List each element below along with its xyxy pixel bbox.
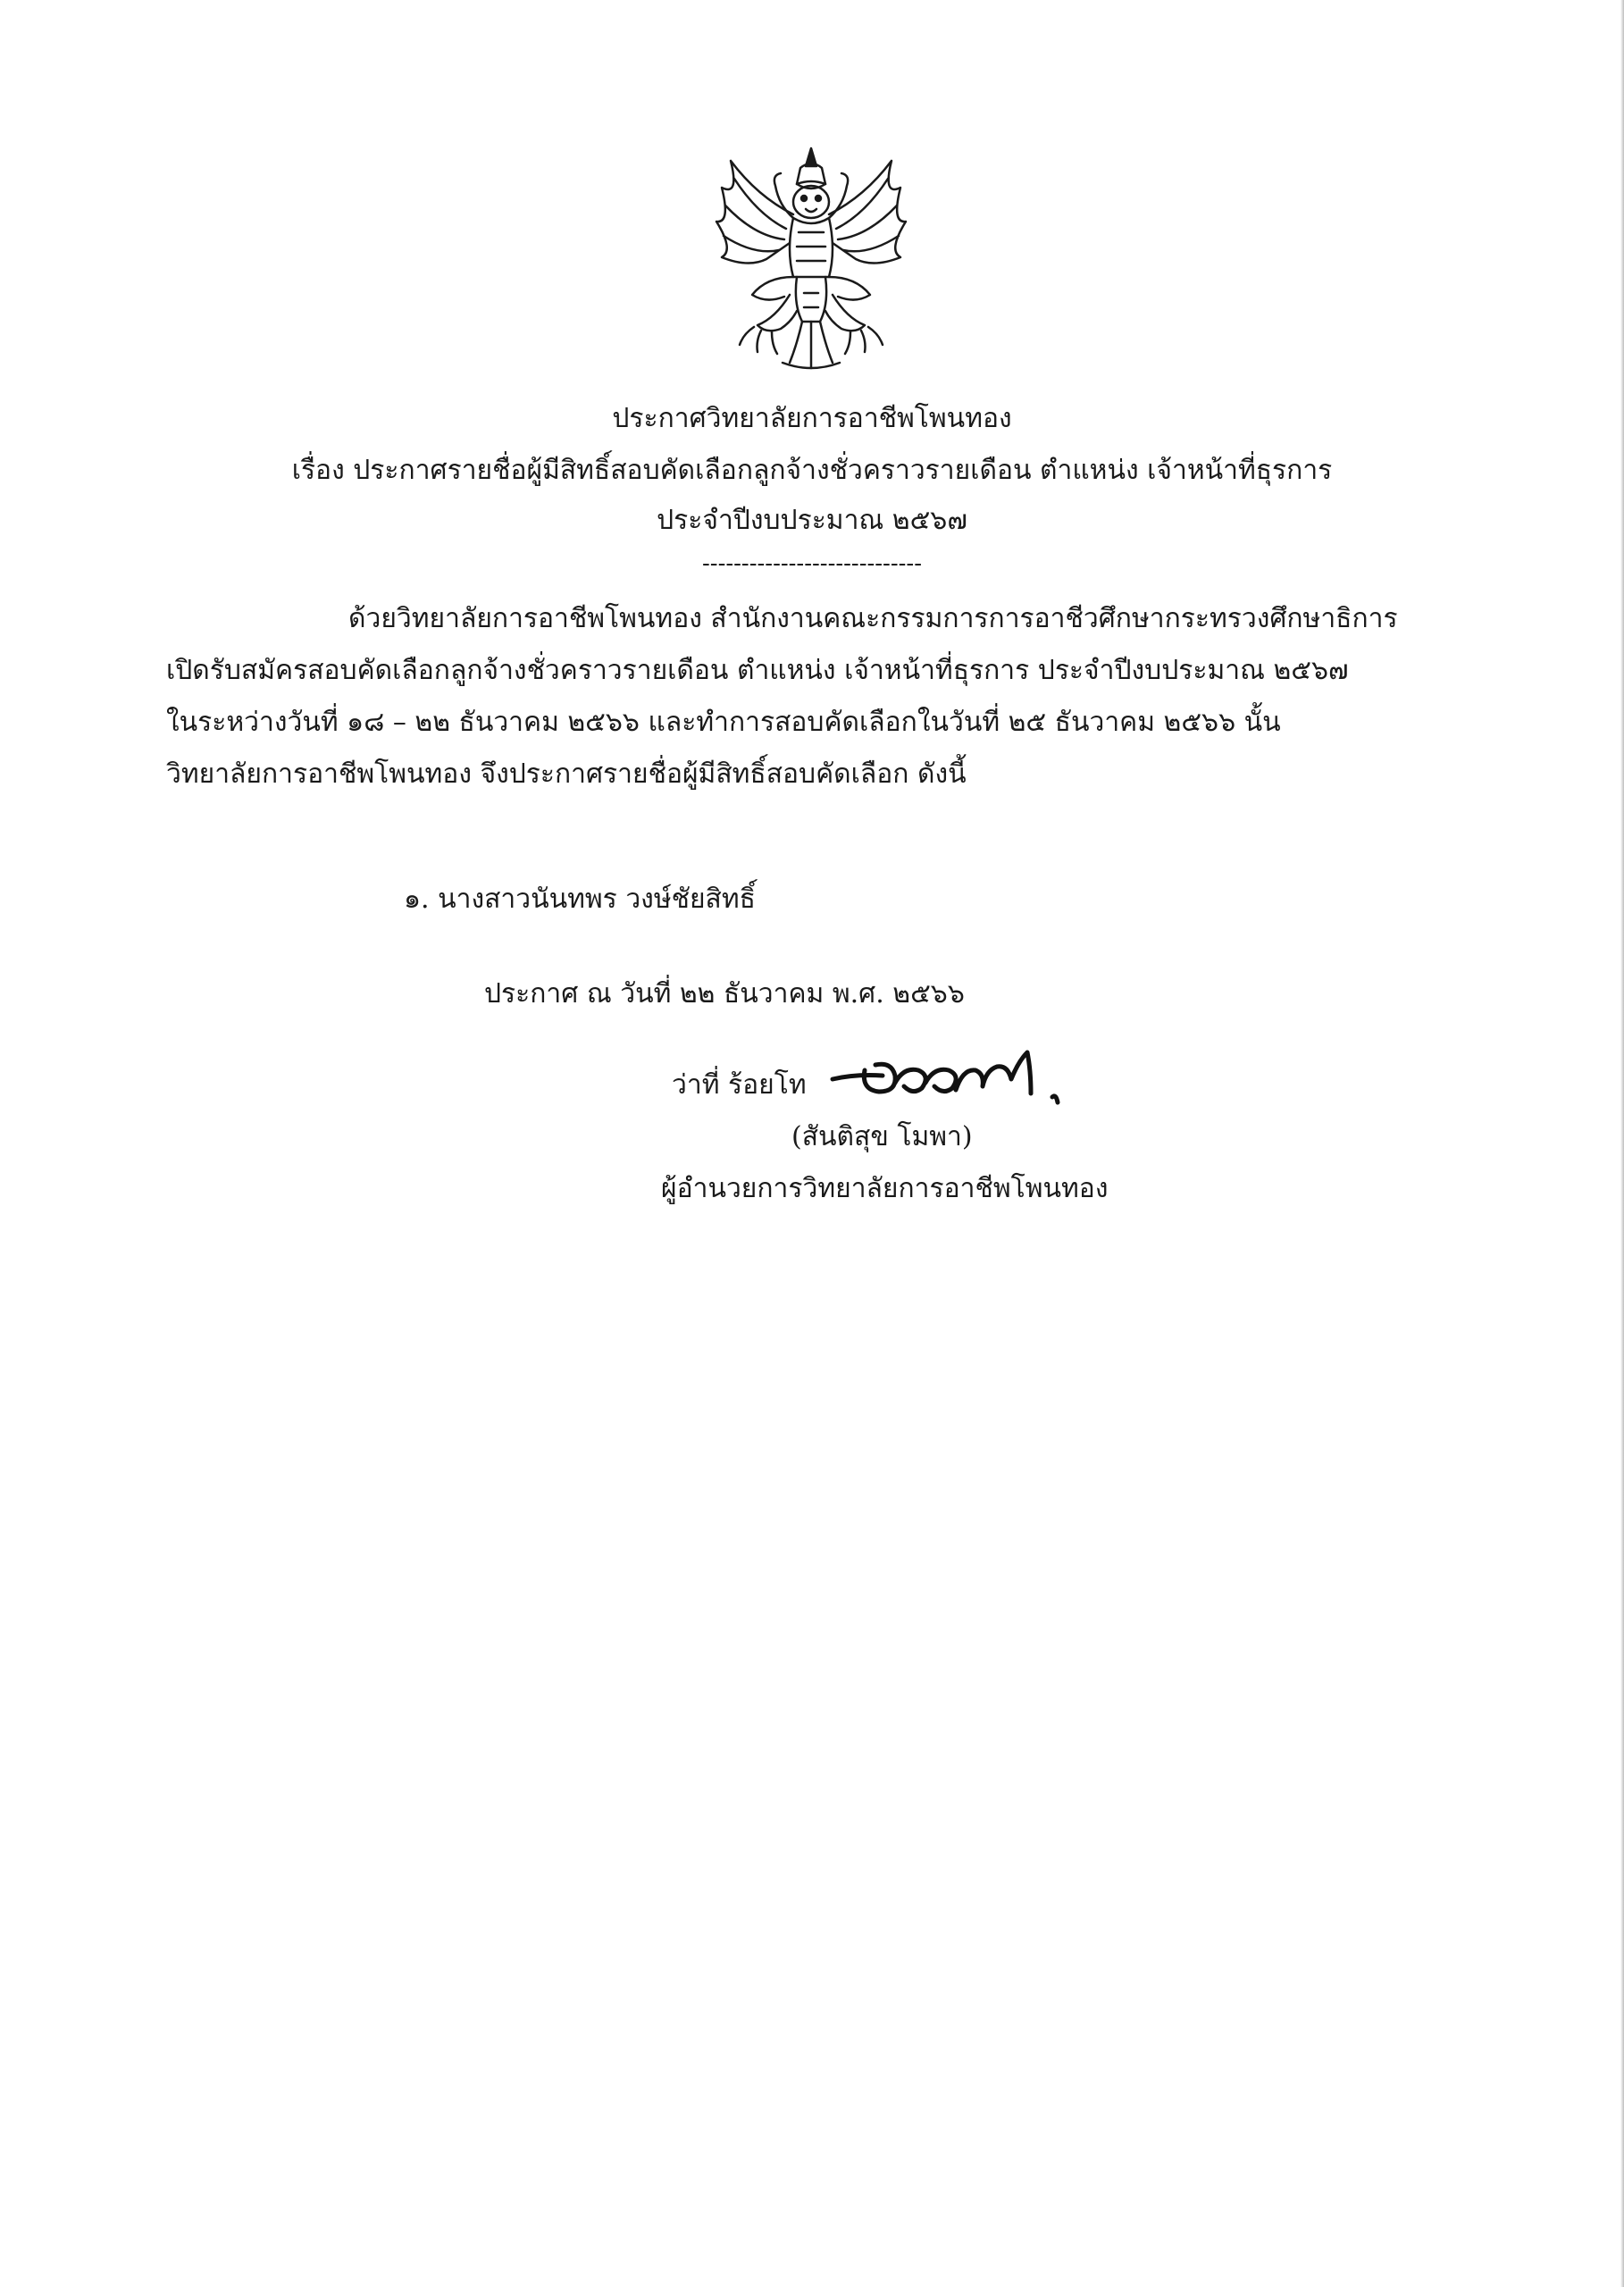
scan-edge-shadow (1620, 0, 1624, 2287)
garuda-emblem-icon (704, 143, 918, 375)
handwritten-signature (829, 1043, 1106, 1111)
announcement-subject: เรื่อง ประกาศรายชื่อผู้มีสิทธิ์สอบคัดเลือกลูกจ้างชั่วคราวรายเดือน ตำแหน่ง เจ้าหน้าที่ธุรการ (291, 455, 1333, 486)
signer-name: (สันติสุข โมพา) (791, 1121, 973, 1152)
announcement-fiscal-year: ประจำปีงบประมาณ ๒๕๖๗ (657, 505, 967, 536)
candidate-list-item: ๑. นางสาวนันทพร วงษ์ชัยสิทธิ์ (404, 884, 756, 915)
paragraph-line: เปิดรับสมัครสอบคัดเลือกลูกจ้างชั่วคราวรายเดือน ตำแหน่ง เจ้าหน้าที่ธุรการ ประจำปีงบประมาณ ๒๕๖๗ (166, 655, 1349, 686)
announcement-title: ประกาศวิทยาลัยการอาชีพโพนทอง (612, 403, 1012, 434)
signer-position: ผู้อำนวยการวิทยาลัยการอาชีพโพนทอง (661, 1173, 1109, 1204)
signer-rank: ว่าที่ ร้อยโท (672, 1069, 807, 1101)
title-divider: ---------------------------- (702, 550, 922, 577)
announcement-date: ประกาศ ณ วันที่ ๒๒ ธันวาคม พ.ศ. ๒๕๖๖ (484, 978, 965, 1009)
paragraph-line: ด้วยวิทยาลัยการอาชีพโพนทอง สำนักงานคณะกรรมการการอาชีวศึกษากระทรวงศึกษาธิการ (348, 603, 1398, 634)
paragraph-line: วิทยาลัยการอาชีพโพนทอง จึงประกาศรายชื่อผู้มีสิทธิ์สอบคัดเลือก ดังนี้ (166, 758, 967, 790)
paragraph-line: ในระหว่างวันที่ ๑๘ – ๒๒ ธันวาคม ๒๕๖๖ และทำการสอบคัดเลือกในวันที่ ๒๕ ธันวาคม ๒๕๖๖ นั้น (166, 707, 1281, 738)
